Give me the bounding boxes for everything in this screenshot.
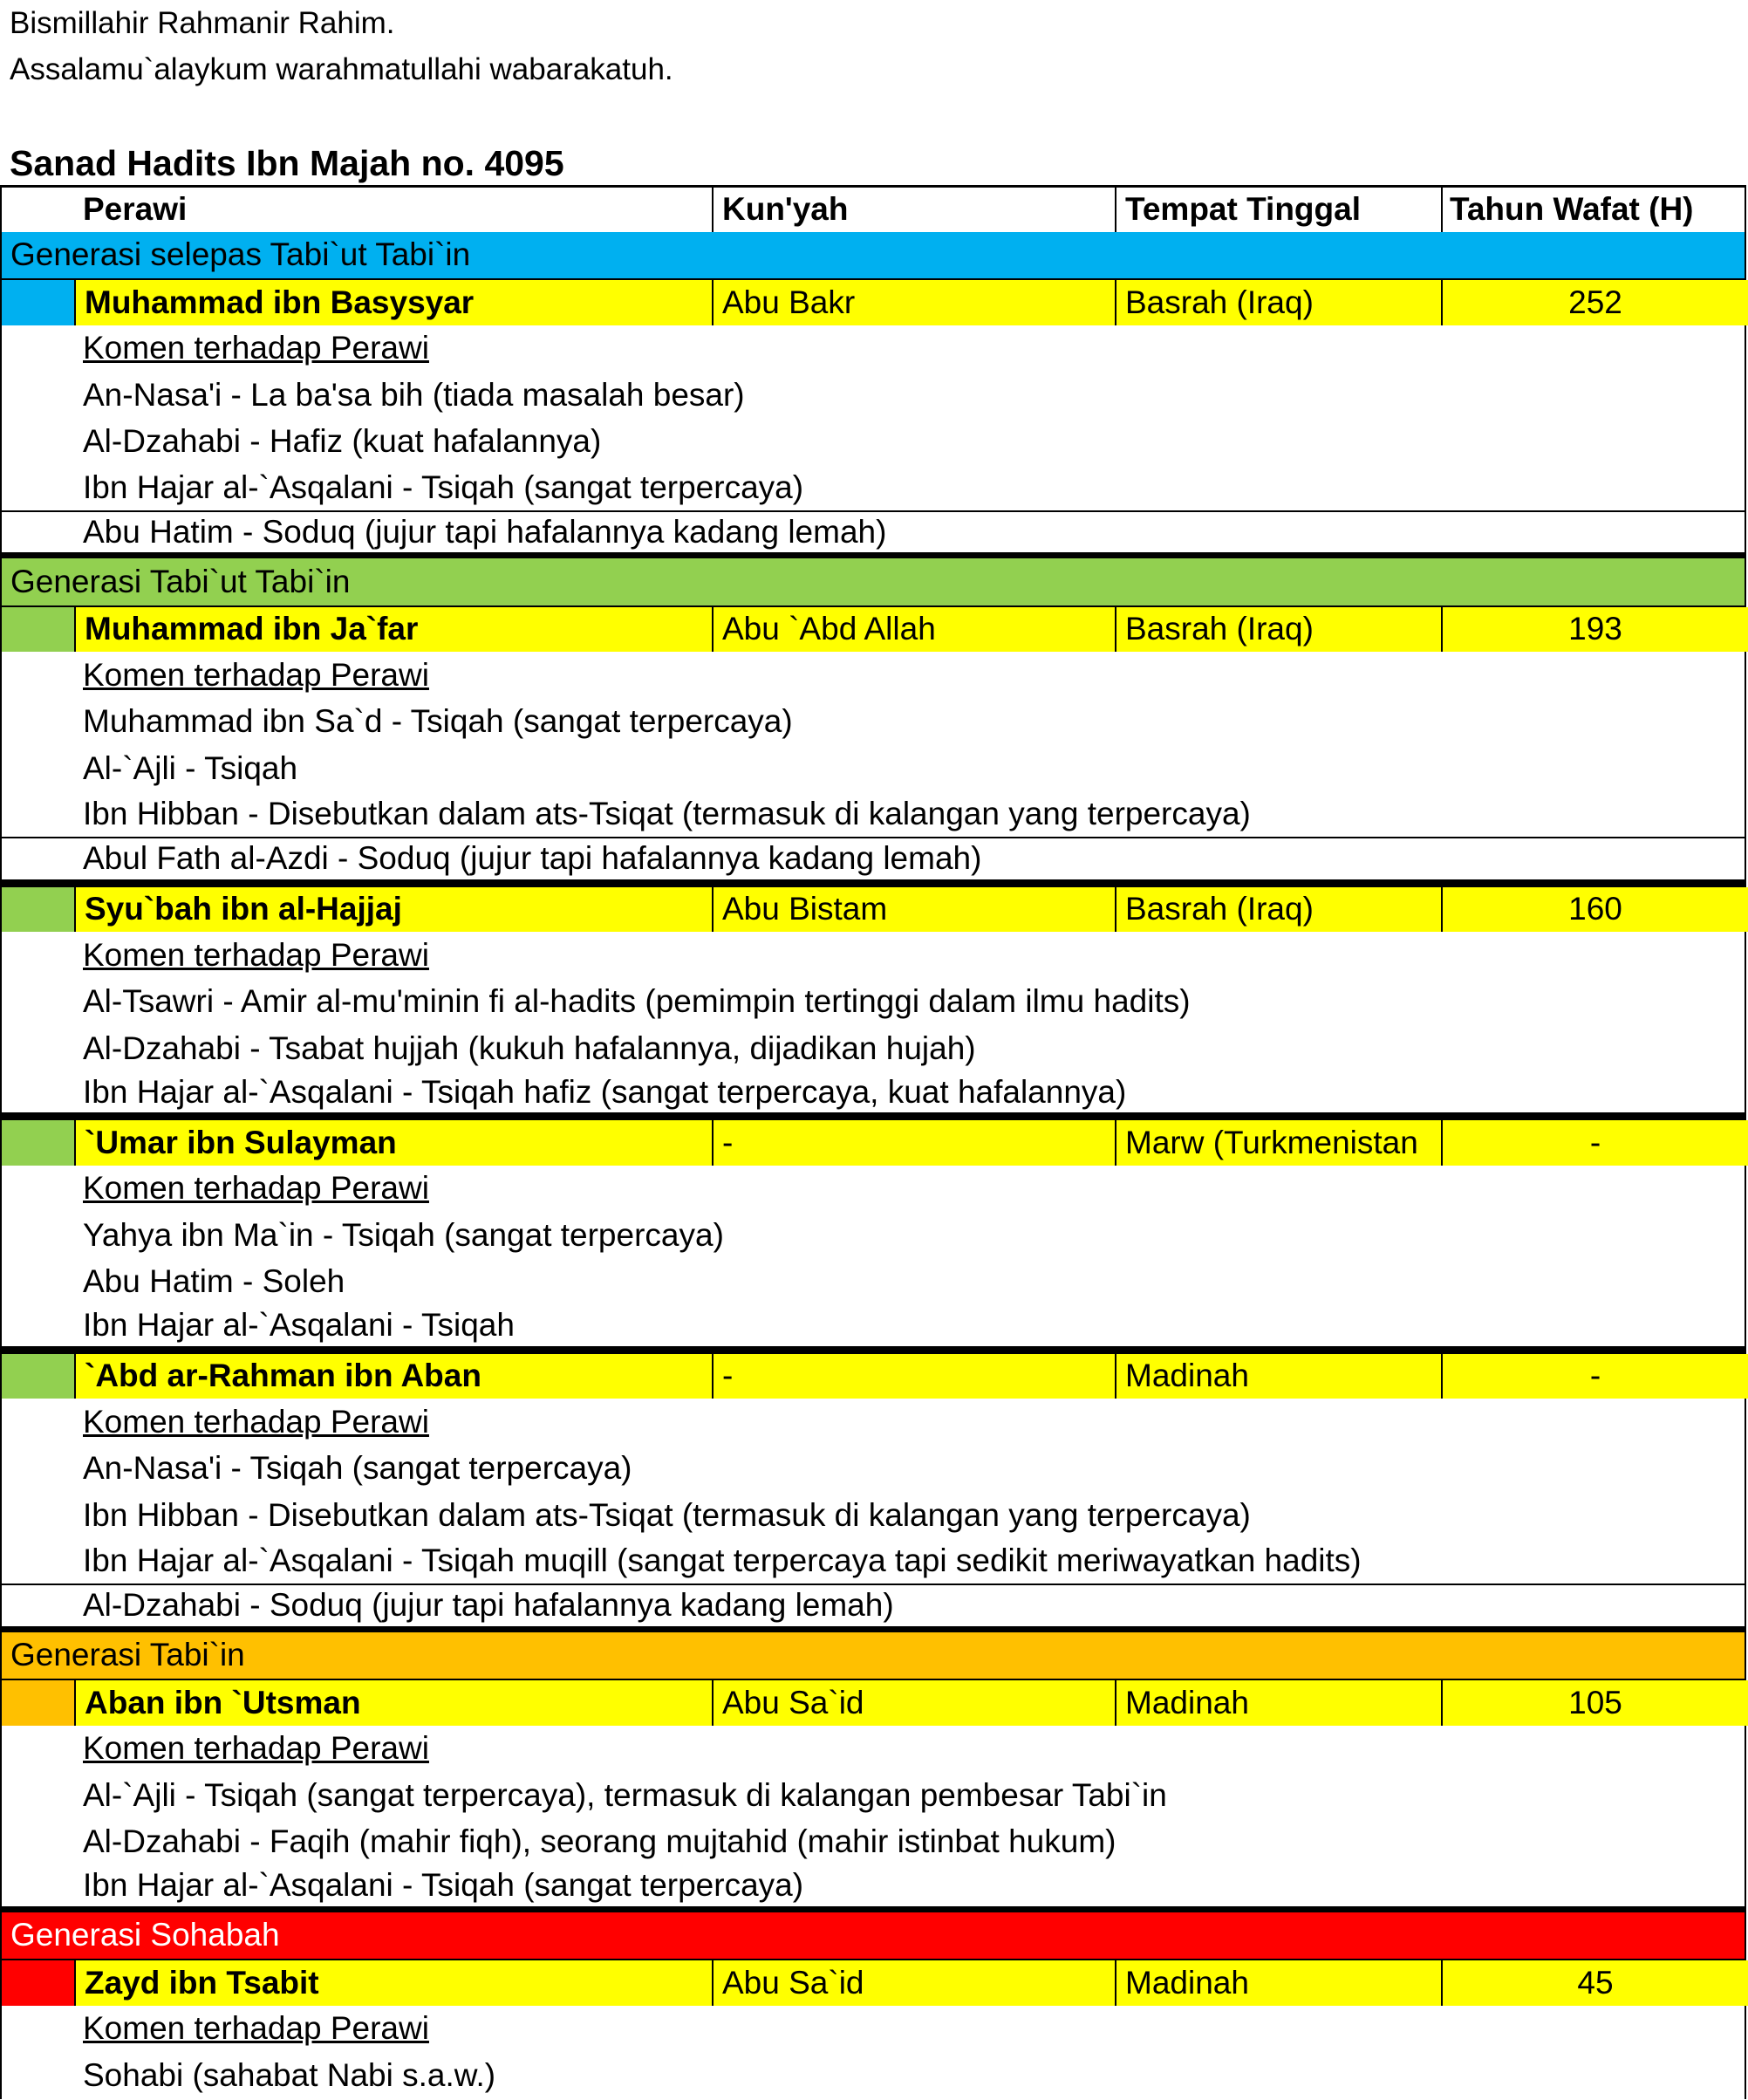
header-perawi: Perawi bbox=[83, 191, 188, 228]
comment-text: An-Nasa'i - La ba'sa bih (tiada masalah besar) bbox=[83, 376, 745, 413]
comment-row bbox=[0, 1772, 1746, 1819]
comment-row bbox=[0, 1212, 1746, 1259]
narrator-tempat-tinggal: Basrah (Iraq) bbox=[1115, 887, 1441, 933]
narrator-name: Muhammad ibn Basysyar bbox=[74, 280, 712, 325]
comment-text: Ibn Hajar al-`Asqalani - Tsiqah hafiz (sangat terpercaya, kuat hafalannya) bbox=[83, 1073, 1127, 1110]
narrator-tempat-tinggal: Madinah bbox=[1115, 1354, 1441, 1399]
comment-row bbox=[0, 838, 1746, 886]
comment-text: Ibn Hajar al-`Asqalani - Tsiqah (sangat terpercaya) bbox=[83, 469, 804, 505]
narrator-name: Muhammad ibn Ja`far bbox=[74, 607, 712, 653]
generation-marker bbox=[2, 1354, 74, 1399]
generation-label: Generasi Tabi`in bbox=[10, 1637, 245, 1673]
comment-row bbox=[0, 1819, 1746, 1866]
comment-text: Ibn Hibban - Disebutkan dalam ats-Tsiqat (termasuk di kalangan yang terpercaya) bbox=[83, 1496, 1251, 1533]
comment-heading-row bbox=[0, 652, 1746, 699]
generation-marker bbox=[2, 1960, 74, 2006]
generation-row bbox=[0, 558, 1746, 605]
generation-marker bbox=[2, 1120, 74, 1166]
narrator-kunyah: Abu Bistam bbox=[712, 887, 1115, 933]
comment-row bbox=[0, 1492, 1746, 1539]
narrator-row bbox=[0, 605, 1746, 653]
header-tahun-wafat: Tahun Wafat (H) bbox=[1441, 188, 1746, 232]
narrator-name: `Abd ar-Rahman ibn Aban bbox=[74, 1354, 712, 1399]
narrator-tempat-tinggal: Madinah bbox=[1115, 1960, 1441, 2006]
narrator-tahun-wafat: - bbox=[1441, 1120, 1748, 1166]
narrator-tempat-tinggal: Madinah bbox=[1115, 1680, 1441, 1726]
comment-heading-row bbox=[0, 2006, 1746, 2053]
comment-text: Abu Hatim - Soduq (jujur tapi hafalannya kadang lemah) bbox=[83, 513, 887, 550]
narrator-tahun-wafat: 193 bbox=[1441, 607, 1748, 653]
comment-text: Al-Dzahabi - Hafiz (kuat hafalannya) bbox=[83, 423, 602, 460]
narrator-kunyah: Abu `Abd Allah bbox=[712, 607, 1115, 653]
comment-heading: Komen terhadap Perawi bbox=[83, 2010, 429, 2047]
comment-text: Al-Tsawri - Amir al-mu'minin fi al-hadits (pemimpin tertinggi dalam ilmu hadits) bbox=[83, 983, 1191, 1020]
comment-text: Ibn Hibban - Disebutkan dalam ats-Tsiqat (termasuk di kalangan yang terpercaya) bbox=[83, 796, 1251, 832]
comment-heading-row bbox=[0, 325, 1746, 373]
comment-row bbox=[0, 745, 1746, 792]
comment-heading: Komen terhadap Perawi bbox=[83, 936, 429, 973]
comment-text: Al-`Ajli - Tsiqah bbox=[83, 749, 298, 786]
comment-heading-row bbox=[0, 1166, 1746, 1213]
narrator-row bbox=[0, 886, 1746, 933]
comment-text: Ibn Hajar al-`Asqalani - Tsiqah bbox=[83, 1307, 515, 1344]
comment-row bbox=[0, 1025, 1746, 1072]
comment-heading-row bbox=[0, 1726, 1746, 1773]
greeting-line-2: Assalamu`alaykum warahmatullahi wabarakatuh. bbox=[10, 52, 673, 86]
generation-label: Generasi Tabi`ut Tabi`in bbox=[10, 563, 351, 599]
comment-heading: Komen terhadap Perawi bbox=[83, 656, 429, 693]
comment-text: Al-`Ajli - Tsiqah (sangat terpercaya), termasuk di kalangan pembesar Tabi`in bbox=[83, 1776, 1167, 1813]
comment-heading-row bbox=[0, 1399, 1746, 1446]
comment-heading: Komen terhadap Perawi bbox=[83, 1170, 429, 1207]
comment-text: Al-Dzahabi - Soduq (jujur tapi hafalannya kadang lemah) bbox=[83, 1587, 894, 1624]
comment-row bbox=[0, 699, 1746, 746]
comment-text: Ibn Hajar al-`Asqalani - Tsiqah muqill (sangat terpercaya tapi sedikit meriwayatkan hadits) bbox=[83, 1543, 1362, 1579]
comment-row bbox=[0, 1539, 1746, 1586]
generation-marker bbox=[2, 1680, 74, 1726]
comment-heading: Komen terhadap Perawi bbox=[83, 1730, 429, 1767]
comment-text: Al-Dzahabi - Tsabat hujjah (kukuh hafalannya, dijadikan hujah) bbox=[83, 1029, 976, 1066]
page-title: Sanad Hadits Ibn Majah no. 4095 bbox=[10, 143, 564, 183]
comment-text: Sohabi (sahabat Nabi s.a.w.) bbox=[83, 2056, 496, 2093]
comment-text: Abu Hatim - Soleh bbox=[83, 1263, 345, 1300]
comment-row bbox=[0, 512, 1746, 559]
comment-row bbox=[0, 792, 1746, 839]
generation-row bbox=[0, 232, 1746, 279]
narrator-kunyah: - bbox=[712, 1120, 1115, 1166]
comment-row bbox=[0, 1585, 1746, 1632]
generation-row bbox=[0, 1912, 1746, 1960]
comment-text: An-Nasa'i - Tsiqah (sangat terpercaya) bbox=[83, 1450, 632, 1487]
comment-text: Abul Fath al-Azdi - Soduq (jujur tapi hafalannya kadang lemah) bbox=[83, 840, 982, 877]
comment-row bbox=[0, 979, 1746, 1026]
narrator-row bbox=[0, 1959, 1746, 2006]
comment-row bbox=[0, 465, 1746, 512]
table-header-row bbox=[0, 185, 1746, 232]
comment-row bbox=[0, 1305, 1746, 1352]
narrator-name: `Umar ibn Sulayman bbox=[74, 1120, 712, 1166]
comment-row bbox=[0, 2052, 1746, 2099]
generation-marker bbox=[2, 280, 74, 325]
generation-row bbox=[0, 1632, 1746, 1679]
comment-text: Yahya ibn Ma`in - Tsiqah (sangat terpercaya) bbox=[83, 1216, 724, 1253]
narrator-tahun-wafat: 105 bbox=[1441, 1680, 1748, 1726]
narrator-tahun-wafat: 252 bbox=[1441, 280, 1748, 325]
comment-text: Ibn Hajar al-`Asqalani - Tsiqah (sangat terpercaya) bbox=[83, 1867, 804, 1904]
generation-label: Generasi Sohabah bbox=[10, 1917, 280, 1953]
comment-row bbox=[0, 1072, 1746, 1119]
sanad-table bbox=[0, 185, 1748, 2099]
narrator-tahun-wafat: 160 bbox=[1441, 887, 1748, 933]
generation-label: Generasi selepas Tabi`ut Tabi`in bbox=[10, 236, 471, 273]
narrator-name: Aban ibn `Utsman bbox=[74, 1680, 712, 1726]
narrator-kunyah: Abu Bakr bbox=[712, 280, 1115, 325]
narrator-row bbox=[0, 278, 1746, 325]
comment-row bbox=[0, 372, 1746, 419]
comment-row bbox=[0, 419, 1746, 466]
comment-row bbox=[0, 1259, 1746, 1306]
narrator-name: Syu`bah ibn al-Hajjaj bbox=[74, 887, 712, 933]
narrator-tahun-wafat: - bbox=[1441, 1354, 1748, 1399]
narrator-tempat-tinggal: Marw (Turkmenistan bbox=[1115, 1120, 1441, 1166]
narrator-row bbox=[0, 1679, 1746, 1726]
narrator-row bbox=[0, 1118, 1746, 1166]
generation-marker bbox=[2, 887, 74, 933]
comment-heading: Komen terhadap Perawi bbox=[83, 1403, 429, 1440]
narrator-kunyah: Abu Sa`id bbox=[712, 1960, 1115, 2006]
narrator-tahun-wafat: 45 bbox=[1441, 1960, 1748, 2006]
comment-row bbox=[0, 1865, 1746, 1912]
narrator-row bbox=[0, 1352, 1746, 1399]
comment-row bbox=[0, 1446, 1746, 1493]
narrator-tempat-tinggal: Basrah (Iraq) bbox=[1115, 280, 1441, 325]
narrator-tempat-tinggal: Basrah (Iraq) bbox=[1115, 607, 1441, 653]
greeting-line-1: Bismillahir Rahmanir Rahim. bbox=[10, 6, 395, 40]
comment-heading: Komen terhadap Perawi bbox=[83, 330, 429, 366]
comment-text: Muhammad ibn Sa`d - Tsiqah (sangat terpercaya) bbox=[83, 703, 793, 740]
narrator-kunyah: Abu Sa`id bbox=[712, 1680, 1115, 1726]
header-tempat-tinggal: Tempat Tinggal bbox=[1115, 188, 1441, 232]
comment-heading-row bbox=[0, 932, 1746, 979]
comment-text: Al-Dzahabi - Faqih (mahir fiqh), seorang mujtahid (mahir istinbat hukum) bbox=[83, 1823, 1116, 1860]
narrator-name: Zayd ibn Tsabit bbox=[74, 1960, 712, 2006]
generation-marker bbox=[2, 607, 74, 653]
narrator-kunyah: - bbox=[712, 1354, 1115, 1399]
header-kunyah: Kun'yah bbox=[712, 188, 1115, 232]
